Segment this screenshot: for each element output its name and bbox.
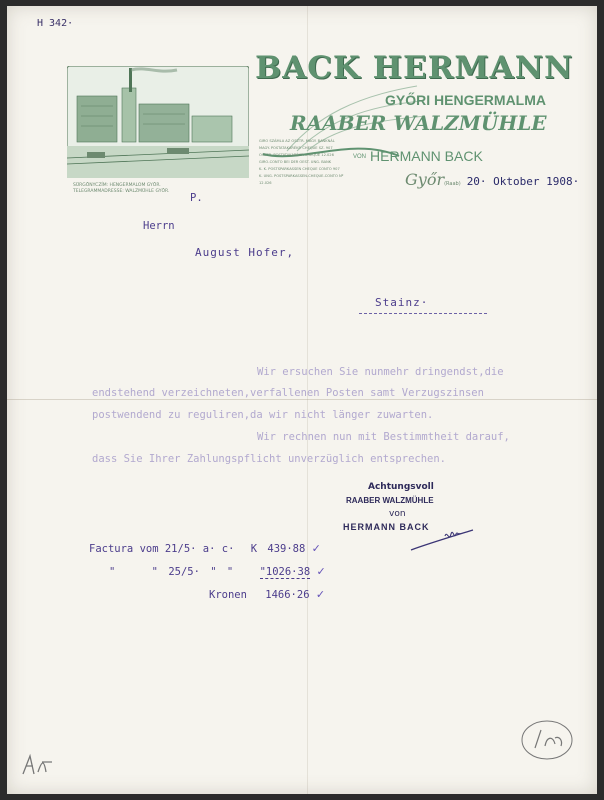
invoice-label: Factura vom 21/5· a· c· bbox=[89, 543, 235, 555]
letter-sheet bbox=[7, 6, 597, 794]
total-label: Kronen bbox=[209, 589, 247, 601]
contact-line: GIRO-CONTO BEI DER OEST. UNG. BANK bbox=[259, 160, 332, 164]
contact-line: MAGY. POSTATAKARÉKP. CHEQUE SZ. 907 bbox=[259, 146, 333, 150]
fold-line-horizontal bbox=[7, 399, 597, 400]
check-mark-icon: ✓ bbox=[311, 542, 321, 555]
ditto-mark: " bbox=[210, 566, 217, 578]
closing-phrase: Achtungsvoll bbox=[368, 482, 434, 492]
invoice-row bbox=[89, 542, 321, 555]
place-name: Győr bbox=[405, 170, 445, 189]
proprietor-name: HERMANN BACK bbox=[370, 148, 483, 164]
closing-name: HERMANN BACK bbox=[343, 522, 430, 532]
contact-line: GIRO SZÁMLA AZ OSZTR. MAGY. BANKNÁL bbox=[259, 139, 335, 143]
von-label: VON bbox=[353, 154, 367, 161]
telegraph-caption bbox=[73, 183, 253, 195]
contact-line: K. K. POSTSPARKASSEN CHEQUE CONTO 907 bbox=[259, 167, 340, 171]
handwritten-signature bbox=[407, 524, 477, 554]
ditto-mark: " bbox=[226, 566, 234, 578]
letterhead-title: BACK HERMANN bbox=[255, 50, 574, 86]
body-line: endstehend verzeichneten,verfallenen Posten samt Verzugszinsen bbox=[92, 387, 484, 399]
place-and-date bbox=[405, 170, 579, 189]
reference-number: H 342· bbox=[37, 18, 74, 29]
letter-date: 20· Oktober 1908· bbox=[466, 175, 580, 188]
total-amount: 1466·26 bbox=[265, 589, 310, 601]
city-underline bbox=[359, 313, 487, 314]
body-line: Wir ersuchen Sie nunmehr dringendst,die bbox=[257, 366, 504, 378]
salutation: Herrn bbox=[143, 220, 175, 232]
company-stamp: RAABER WALZMÜHLE bbox=[346, 496, 434, 505]
invoice-date: 25/5· bbox=[168, 566, 200, 578]
handwritten-initials-left bbox=[20, 750, 60, 780]
recipient-city: Stainz· bbox=[375, 296, 429, 309]
closing-von: von bbox=[389, 509, 406, 519]
invoice-total-row bbox=[209, 588, 325, 601]
check-mark-icon: ✓ bbox=[316, 565, 326, 578]
p-mark: P. bbox=[190, 192, 203, 204]
recipient-name: August Hofer, bbox=[195, 246, 295, 259]
body-line: dass Sie Ihrer Zahlungspflicht unverzüglich entsprechen. bbox=[92, 453, 447, 465]
caption-line: SÜRGÖNYCZÍM: HENGERMALOM GYŐR. bbox=[73, 183, 161, 188]
invoice-row bbox=[109, 565, 326, 578]
letterhead-subtitle-hu: GYŐRI HENGERMALMA bbox=[385, 92, 546, 108]
body-line: Wir rechnen nun mit Bestimmtheit darauf, bbox=[257, 431, 510, 443]
invoice-amount: "1026·38 bbox=[259, 566, 311, 578]
caption-line: TELEGRAMMADRESSE: WALZMÜHLE GYŐR. bbox=[73, 189, 170, 194]
invoice-amount: 439·88 bbox=[267, 543, 306, 555]
contact-line: OSZTR. POSTATAKARÉKP. CHEQUE 12.026 bbox=[259, 153, 334, 157]
contact-line: K. UNG. POSTSPARKASSEN-CHEQUE-CONTO Nº 12.026 bbox=[259, 174, 344, 185]
check-mark-icon: ✓ bbox=[315, 588, 326, 601]
factory-illustration bbox=[67, 66, 249, 178]
ditto-mark: " bbox=[151, 566, 158, 578]
letterhead-proprietor bbox=[353, 148, 483, 164]
bank-details bbox=[259, 138, 355, 187]
ditto-mark: " bbox=[109, 566, 116, 578]
invoice-currency: K bbox=[250, 543, 258, 555]
circled-pencil-mark bbox=[519, 718, 575, 762]
letterhead-subtitle-de: RAABER WALZMÜHLE bbox=[290, 111, 547, 135]
body-line: postwendend zu reguliren,da wir nicht länger zuwarten. bbox=[92, 409, 434, 421]
place-note: (Raab) bbox=[444, 181, 461, 187]
